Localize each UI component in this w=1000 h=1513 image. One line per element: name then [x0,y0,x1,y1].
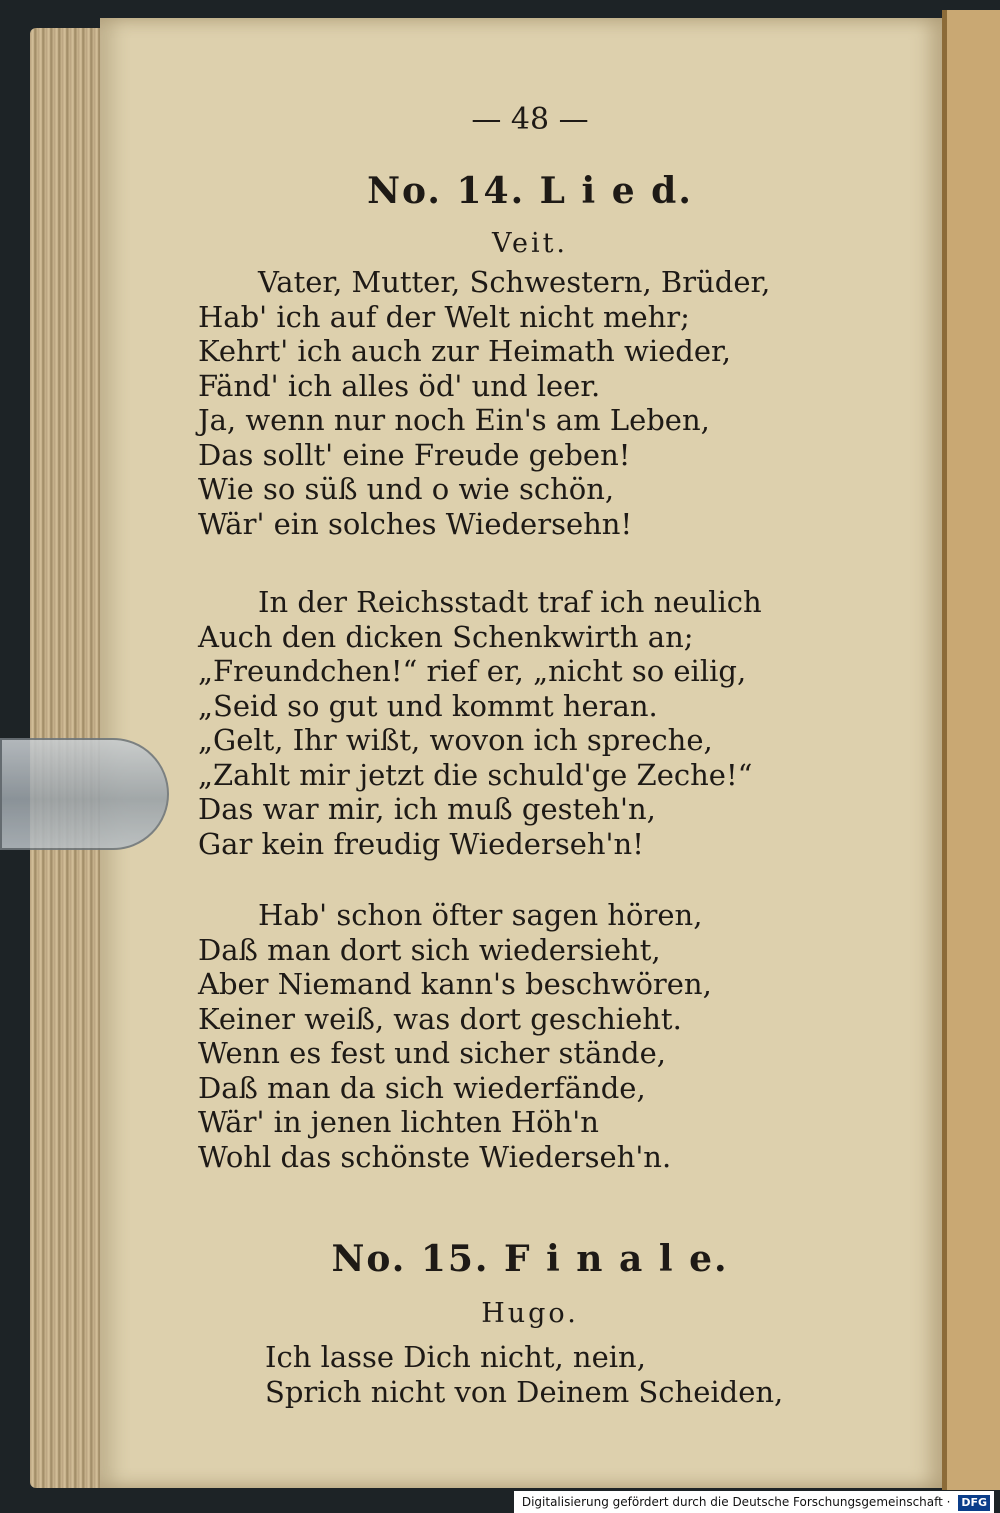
song-14-title: No. 14. L i e d. [367,170,693,212]
verse-line: Kehrt' ich auch zur Heimath wieder, [198,334,731,368]
verse-line: Sprich nicht von Deinem Scheiden, [265,1374,784,1409]
song-15-stanza-1 [205,1340,825,1409]
funding-text: Digitalisierung gefördert durch die Deutsche Forschungsgemeinschaft · [521,1495,951,1509]
verse-line: „Freundchen!“ rief er, „nicht so eilig, [198,654,747,688]
song-15-speaker: Hugo. [481,1298,579,1329]
song-14-stanza-2 [198,585,818,861]
song-15-title: No. 15. F i n a l e. [331,1238,729,1280]
verse-line: Ich lasse Dich nicht, nein, [265,1340,646,1374]
verse-line: In der Reichsstadt traf ich neulich [258,585,762,619]
page-number: — 48 — [471,102,589,137]
verse-line: Das war mir, ich muß gesteh'n, [198,792,656,826]
verse-line: Keiner weiß, was dort geschieht. [198,1001,682,1036]
verse-line: Auch den dicken Schenkwirth an; [198,619,694,654]
funding-notice [514,1491,994,1513]
verse-line: Hab' ich auf der Welt nicht mehr; [198,299,690,334]
song-14-speaker: Veit. [491,228,569,259]
verse-line: Das sollt' eine Freude geben! [198,437,631,472]
song-14-stanza-1 [198,265,818,541]
verse-line: Aber Niemand kann's beschwören, [198,967,712,1001]
verse-line: Daß man dort sich wiedersieht, [198,932,661,967]
verse-line: Wohl das schönste Wiederseh'n. [198,1139,672,1174]
verse-line: „Seid so gut und kommt heran. [198,688,658,723]
verse-line: Wie so süß und o wie schön, [198,472,615,506]
verse-line: Ja, wenn nur noch Ein's am Leben, [198,403,710,437]
verse-line: Wenn es fest und sicher stände, [198,1036,666,1070]
dfg-logo: DFG [958,1495,990,1511]
verse-line: Hab' schon öfter sagen hören, [258,898,703,932]
verse-line: „Zahlt mir jetzt die schuld'ge Zeche!“ [198,757,753,792]
song-14-stanza-3 [198,898,818,1174]
verse-line: Gar kein freudig Wiederseh'n! [198,826,644,861]
verse-line: Wär' ein solches Wiedersehn! [198,506,633,541]
verse-line: Vater, Mutter, Schwestern, Brüder, [258,265,771,299]
verse-line: Daß man da sich wiederfände, [198,1070,646,1105]
verse-line: „Gelt, Ihr wißt, wovon ich spreche, [198,723,713,757]
verse-line: Wär' in jenen lichten Höh'n [198,1105,599,1139]
verse-line: Fänd' ich alles öd' und leer. [198,368,601,403]
